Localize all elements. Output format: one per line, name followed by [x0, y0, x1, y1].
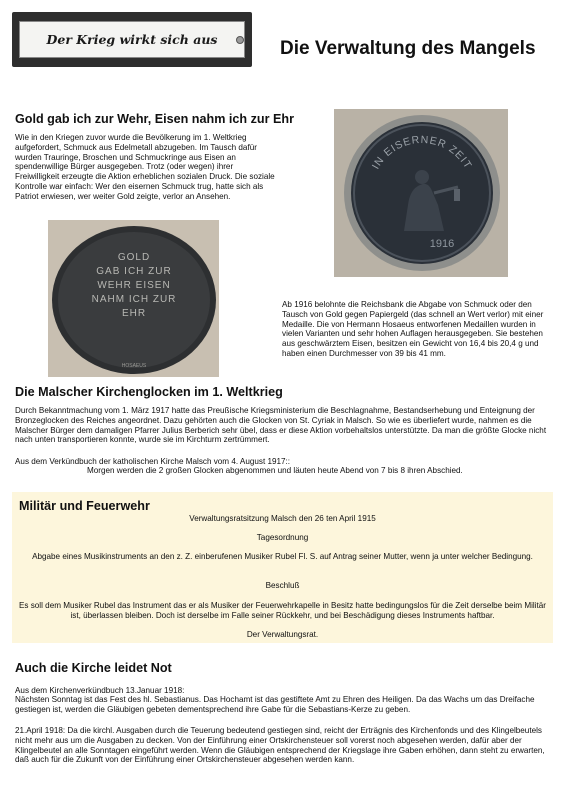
bells-quote: Morgen werden die 2 großen Glocken abgenommen und läuten heute Abend von 7 bis 8 ihren Abschied.: [87, 466, 463, 475]
screw-icon: [236, 36, 244, 44]
section-heading-military: Militär und Feuerwehr: [19, 499, 150, 513]
meeting-line: Verwaltungsratsitzung Malsch den 26 ten April 1915: [189, 514, 376, 523]
medal-left-line-2: GAB ICH ZUR: [96, 266, 172, 277]
medal-photo-1916: [334, 109, 508, 277]
medal-left-signature: HOSAEUS: [121, 363, 147, 369]
section-heading-church: Auch die Kirche leidet Not: [15, 661, 172, 675]
military-box: [12, 492, 553, 643]
gold-medal-image: [48, 220, 219, 377]
medal-left-line-4: NAHM ICH ZUR: [91, 294, 177, 305]
section-heading-gold: Gold gab ich zur Wehr, Eisen nahm ich zur Ehr: [15, 112, 294, 126]
medal-right-inscription: IN EISERNER ZEIT: [369, 133, 475, 172]
medal-paragraph: Ab 1916 belohnte die Reichsbank die Abgabe von Schmuck oder den Tausch von Gold gegen Papiergeld (das schnell an Wert verlor) mit einer Medaille. Die von Hermann Hosaeus entworfenen Medaillen wurden in vielen Varianten und sehr hohen Auflagen herausgegeben. Sie bestehen aus geschwärztem Eisen, besitzen ein Gewicht von 16,4 bis 20,4 g und haben einen Durchmesser von 39 bis 41 mm.: [282, 300, 544, 358]
medal-left-line-3: WEHR EISEN: [97, 280, 171, 291]
page-title: Die Verwaltung des Mangels: [280, 38, 536, 59]
bells-quote-intro: Aus dem Verkündbuch der katholischen Kirche Malsch vom 4. August 1917::: [15, 457, 291, 466]
gold-paragraph: Wie in den Kriegen zuvor wurde die Bevölkerung im 1. Weltkrieg aufgefordert, Schmuck aus Edelmetall abzugeben. Im Tausch dafür wurden Trauringe, Broschen und Schmuckringe aus Eisen an spendenwillige Bürger ausgegeben. Trotz (oder wegen) ihrer Freiwilligkeit erzeugte die Aktion erheblichen sozialen Druck. Die soziale Kontrolle war einfach: Wer den eisernen Schmuck trug, hatte sich als Patriot erwiesen, wer weiter Gold zeigte, verlor an Ansehen.: [15, 133, 275, 201]
church-paragraph-1: Nächsten Sonntag ist das Fest des hl. Sebastianus. Das Hochamt ist das gestiftete Amt zu Ehren des Heiligen. Da das Wachs um das Dreifache gestiegen ist, werden die Gläubigen gebeten dementsprechend ihre Gabe für die Sebastians-Kerze zu geben.: [15, 695, 535, 714]
section-heading-bells: Die Malscher Kirchenglocken im 1. Weltkrieg: [15, 385, 283, 399]
medal-left-line-1: GOLD: [117, 252, 151, 263]
church-date-line: Aus dem Kirchenverkündbuch 13.Januar 1918:: [15, 686, 185, 695]
sign-plate: [19, 21, 245, 58]
agenda-item: Abgabe eines Musikinstruments an den z. Z. einberufenen Musiker Rubel Fl. S. auf Antrag seiner Mutter, wenn ja unter welcher Bedingung.: [32, 552, 533, 561]
enamel-sign: [12, 12, 252, 67]
church-paragraph-2: 21.April 1918: Da die kirchl. Ausgaben durch die Teuerung bedeutend gestiegen sind, reicht der Erträgnis des Kirchenfonds und des Klingelbeutels nicht mehr aus um die Ausgaben zu decken. Von der Einführung einer Ortskirchensteuer soll vorerst noch abgesehen werden, dafür aber der Klingelbeutel an alle Sonntagen eingeführt werden. Wenn die Gläubigen entsprechend der Kriegslage ihre Gaben erhöhen, dann steht zu erwarten, daß auch für die Zukunft von der Einführung einer Ortskirchensteuer abgesehen werden kann.: [15, 726, 545, 765]
medal-photo-gold: [48, 220, 219, 377]
agenda-line: Tagesordnung: [256, 533, 309, 542]
bells-paragraph: Durch Bekanntmachung vom 1. März 1917 hatte das Preußische Kriegsministerium die Beschlagnahme, Bestandserhebung und Enteignung der Bronzeglocken des Reiches angeordnet. Dazu gehörten auch die Glocken von St. Cyriak in Malsch. So wie es überliefert wurde, nahmen es die Malscher Bürger dem damaligen Pfarrer Julius Berberich sehr übel, dass er diese Aktion vorbehaltslos unterstützte. Da man die größte Glocke nicht nach unten transportieren konnte, wurde sie im Kirchturm zertrümmert.: [15, 406, 547, 445]
medal-left-line-5: EHR: [121, 308, 147, 319]
decision-text: Es soll dem Musiker Rubel das Instrument das er als Musiker der Feuerwehrkapelle in Besitz hatte bedingungslos für die Zeit derselbe beim Militär ist, überlassen bleiben. Doch ist derselbe im Falle seiner Rückkehr, und bei Beschädigung dieses Instruments haftbar.: [18, 601, 546, 620]
council-signature: Der Verwaltungsrat.: [246, 630, 319, 639]
iron-medal-image: [334, 109, 508, 277]
medal-right-year: 1916: [429, 238, 455, 250]
decision-label: Beschluß: [265, 581, 300, 590]
sign-text: Der Krieg wirkt sich aus: [46, 32, 218, 47]
